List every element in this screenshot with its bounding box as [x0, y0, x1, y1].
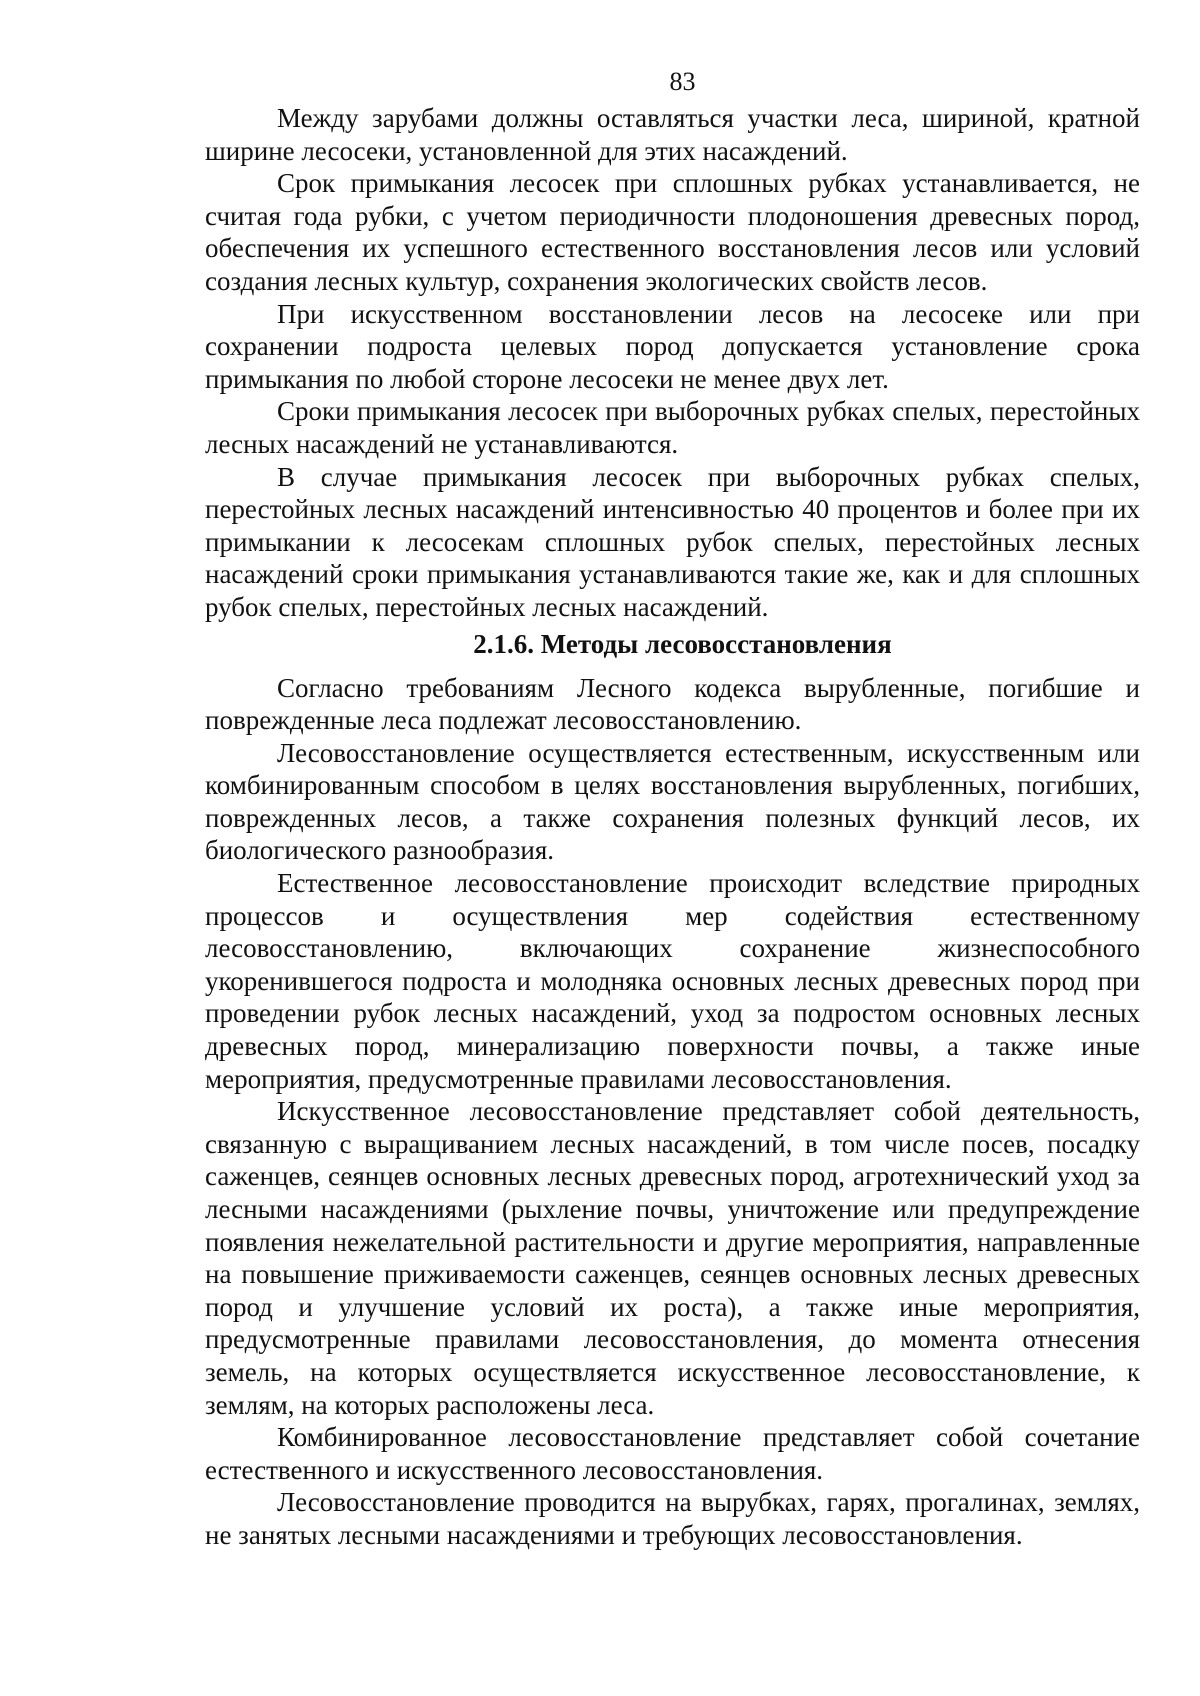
paragraph: Лесовосстановление осуществляется естественным, искусственным или комбинированным способом в целях восстановления вырубленных, погибших, поврежденных лесов, а также сохранения полезных функций лесов, их биологического разнообразия.: [205, 737, 1140, 866]
page-number: 83: [669, 67, 696, 96]
paragraph: Комбинированное лесовосстановление представляет собой сочетание естественного и искусственного лесовосстановления.: [205, 1422, 1140, 1485]
document-page: [205, 66, 1140, 1552]
paragraph: Срок примыкания лесосек при сплошных рубках устанавливается, не считая года рубки, с учетом периодичности плодоношения древесных пород, обеспечения их успешного естественного восстановления лесов или условий создания лесных культур, сохранения экологических свойств лесов.: [205, 168, 1140, 296]
paragraph: В случае примыкания лесосек при выборочных рубках спелых, перестойных лесных насаждений интенсивностью 40 процентов и более при их примыкании к лесосекам сплошных рубок спелых, перестойных лесных насаждений сроки примыкания устанавливаются такие же, как и для сплошных рубок спелых, перестойных лесных насаждений.: [205, 461, 1140, 622]
paragraph: Между зарубами должны оставляться участки леса, шириной, кратной ширине лесосеки, установленной для этих насаждений.: [205, 103, 1140, 166]
paragraph: Согласно требованиям Лесного кодекса вырубленные, погибшие и поврежденные леса подлежат лесовосстановлению.: [205, 672, 1140, 736]
paragraph: Лесовосстановление проводится на вырубках, гарях, прогалинах, землях, не занятых лесными насаждениями и требующих лесовосстановления.: [205, 1487, 1140, 1550]
paragraph: Искусственное лесовосстановление представляет собой деятельность, связанную с выращиванием лесных насаждений, в том числе посев, посадку саженцев, сеянцев основных лесных древесных пород, агротехнический уход за лесными насаждениями (рыхление почвы, уничтожение или предупреждение появления нежелательной растительности и другие мероприятия, направленные на повышение приживаемости саженцев, сеянцев основных лесных древесных пород и улучшение условий их роста), а также иные мероприятия, предусмотренные правилами лесовосстановления, до момента отнесения земель, на которых осуществляется искусственное лесовосстановление, к землям, на которых расположены леса.: [205, 1096, 1140, 1420]
paragraph: Сроки примыкания лесосек при выборочных рубках спелых, перестойных лесных насаждений не устанавливаются.: [205, 396, 1140, 459]
paragraph: Естественное лесовосстановление происходит вследствие природных процессов и осуществления мер содействия естественному лесовосстановлению, включающих сохранение жизнеспособного укоренившегося подроста и молодняка основных лесных древесных пород при проведении рубок лесных насаждений, уход за подростом основных лесных древесных пород, минерализацию поверхности почвы, а также иные мероприятия, предусмотренные правилами лесовосстановления.: [205, 868, 1140, 1094]
section-heading: 2.1.6. Методы лесовосстановления: [473, 628, 892, 659]
paragraph: При искусственном восстановлении лесов на лесосеке или при сохранении подроста целевых пород допускается установление срока примыкания по любой стороне лесосеки не менее двух лет.: [205, 298, 1140, 394]
